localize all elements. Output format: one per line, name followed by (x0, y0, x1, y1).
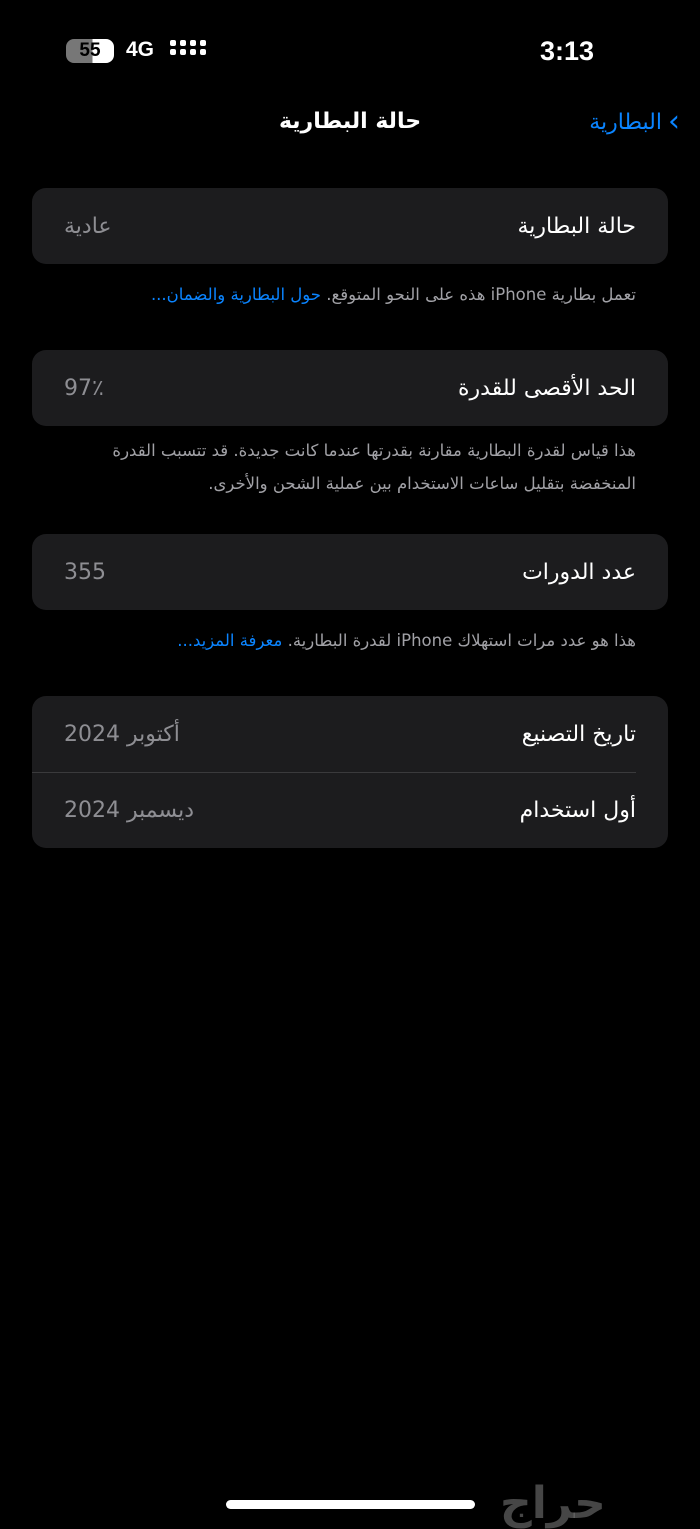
cycles-note (50, 624, 636, 657)
battery-warranty-link[interactable]: حول البطارية والضمان... (150, 285, 322, 304)
row-label: تاريخ التصنيع (521, 721, 636, 747)
status-bar (0, 36, 700, 70)
cycle-count-card (32, 534, 668, 610)
row-value: ديسمبر 2024 (64, 798, 195, 823)
max-capacity-card (32, 350, 668, 426)
back-label: البطارية (589, 109, 662, 135)
capacity-note: هذا قياس لقدرة البطارية مقارنة بقدرتها عندما كانت جديدة. قد تتسبب القدرة المنخفضة بتقليل ساعات الاستخدام بين عملية الشحن والأخرى. (112, 441, 636, 493)
chevron-right-icon: › (668, 104, 680, 139)
row-label: الحد الأقصى للقدرة (458, 375, 636, 401)
note-text: تعمل بطارية iPhone هذه على النحو المتوقع. (326, 285, 636, 304)
row-value: 355 (64, 559, 106, 585)
nav-bar (0, 105, 700, 145)
row-label: أول استخدام (519, 798, 636, 823)
row-value: 97٪ (64, 375, 104, 401)
network-type: 4G (126, 38, 155, 61)
home-indicator[interactable] (226, 1500, 475, 1509)
battery-health-card (32, 188, 668, 264)
status-time: 3:13 (540, 36, 595, 66)
cycle-count-row (32, 534, 668, 610)
battery-icon: 55 (66, 39, 114, 63)
row-value: أكتوبر 2024 (64, 721, 180, 747)
health-note (50, 278, 636, 311)
manufacture-date-row (32, 696, 668, 772)
back-button[interactable] (589, 104, 680, 139)
max-capacity-row (32, 350, 668, 426)
row-label: حالة البطارية (517, 213, 636, 239)
battery-health-row (32, 188, 668, 264)
row-value: عادية (64, 213, 112, 239)
dates-card (32, 696, 668, 848)
page-title: حالة البطارية (278, 109, 422, 134)
learn-more-link[interactable]: معرفة المزيد... (177, 631, 283, 650)
watermark-logo: حراج (500, 1478, 606, 1529)
note-text: هذا هو عدد مرات استهلاك iPhone لقدرة البطارية. (287, 631, 636, 650)
signal-icon (170, 40, 207, 55)
row-label: عدد الدورات (522, 559, 636, 585)
first-use-row (32, 773, 668, 848)
